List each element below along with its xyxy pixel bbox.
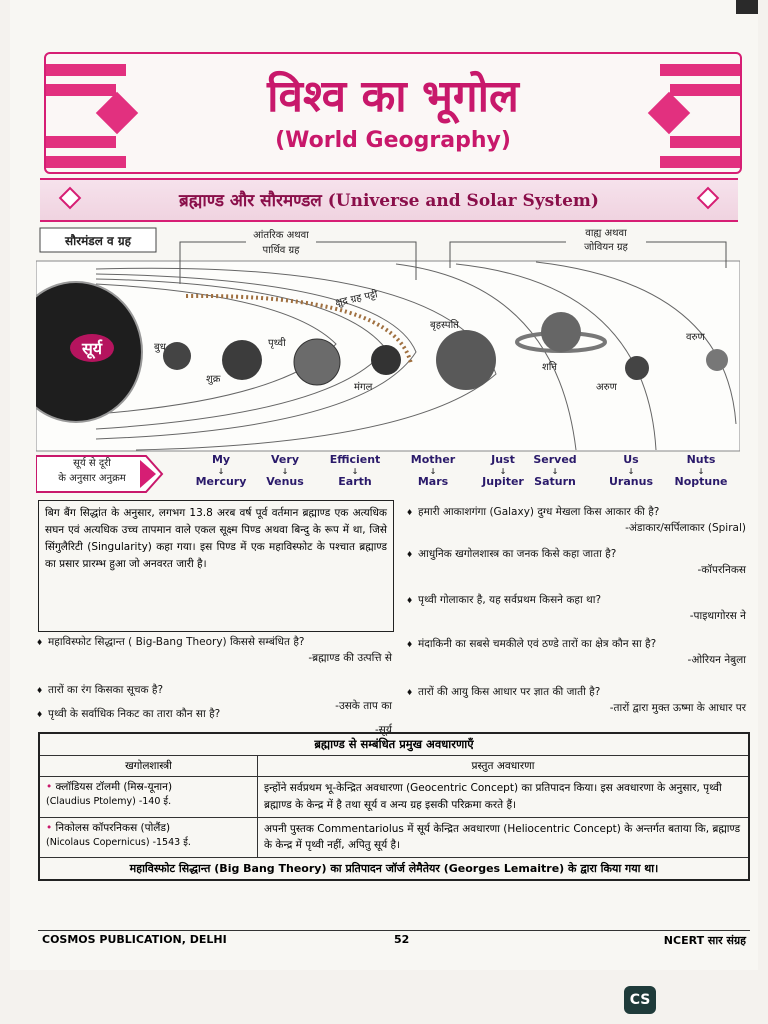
page-edge-shadow bbox=[736, 0, 758, 14]
astronomer-latin: (Nicolaus Copernicus) -1543 ई. bbox=[46, 836, 191, 848]
planet-label: बुध bbox=[154, 342, 166, 353]
mnemonic-label bbox=[40, 456, 144, 486]
mnemonic-item bbox=[596, 454, 666, 488]
mnemonic-planet: Noptune bbox=[674, 474, 728, 488]
down-arrow-icon: ↓ bbox=[627, 466, 635, 476]
mnemonic-planet: Saturn bbox=[534, 474, 576, 488]
section-title: ब्रह्माण्ड और सौरमण्डल (Universe and Solar System) bbox=[179, 191, 599, 211]
sun-label: सूर्य bbox=[81, 339, 103, 358]
planet-neptune bbox=[706, 349, 728, 371]
answer: -कॉपरनिकस bbox=[697, 564, 746, 577]
mnemonic-word: Nuts bbox=[686, 453, 716, 466]
bullet-icon: ♦ bbox=[36, 710, 44, 719]
banner-stripe bbox=[46, 156, 126, 168]
outer-group-label: वाह्य अथवा bbox=[585, 228, 627, 239]
planet-label: वरुण bbox=[686, 332, 705, 343]
question: आधुनिक खगोलशास्त्र का जनक किसे कहा जाता है? bbox=[418, 548, 617, 560]
planet-venus bbox=[222, 340, 262, 380]
page-title: विश्व का भूगोल bbox=[267, 71, 519, 122]
table-cell: • निकोलस कॉपरनिकस (पोलैंड) (Nicolaus Copernicus) -1543 ई. bbox=[39, 817, 258, 858]
mnemonic-item bbox=[398, 454, 468, 488]
down-arrow-icon: ↓ bbox=[217, 466, 225, 476]
mnemonic-item bbox=[250, 454, 320, 488]
mnemonic-word: Us bbox=[623, 453, 639, 466]
table-title: ब्रह्माण्ड से सम्बंधित प्रमुख अवधारणाएँ bbox=[39, 733, 749, 756]
answer: -सूर्य bbox=[375, 724, 392, 737]
down-arrow-icon: ↓ bbox=[499, 466, 507, 476]
down-arrow-icon: ↓ bbox=[429, 466, 437, 476]
bullet-icon: ♦ bbox=[406, 550, 414, 559]
planet-label: अरुण bbox=[596, 382, 617, 393]
planet-saturn bbox=[541, 312, 581, 352]
page-number: 52 bbox=[394, 933, 410, 946]
mnemonic-word: My bbox=[211, 453, 231, 466]
page-footer bbox=[38, 930, 750, 949]
mnemonic-planet: Mercury bbox=[195, 474, 247, 488]
answer: -उसके ताप का bbox=[335, 700, 392, 713]
mnemonic-word: Mother bbox=[410, 453, 456, 466]
table-footer-note: महाविस्फोट सिद्धान्त (Big Bang Theory) का प्रतिपादन जॉर्ज लेमैतेयर (Georges Lemaitre) के द्वारा किया गया था। bbox=[39, 858, 749, 881]
planet-uranus bbox=[625, 356, 649, 380]
answer: -तारों द्वारा मुक्त ऊष्मा के आधार पर bbox=[609, 702, 746, 715]
series-name: NCERT सार संग्रह bbox=[663, 934, 746, 947]
question: महाविस्फोट सिद्धान्त ( Big-Bang Theory) किससे सम्बंधित है? bbox=[48, 636, 305, 648]
question: मंदाकिनी का सबसे चमकीले एवं ठण्डे तारों का क्षेत्र कौन सा है? bbox=[418, 638, 657, 650]
qa-item bbox=[406, 684, 746, 717]
mnemonic-label-line: सूर्य से दूरी bbox=[73, 458, 111, 469]
mnemonic-planet: Jupiter bbox=[482, 474, 524, 488]
mnemonic-label-line: के अनुसार अनुक्रम bbox=[58, 473, 126, 484]
table-cell: इन्होंने सर्वप्रथम भू-केन्द्रित अवधारणा (Geocentric Concept) का प्रतिपादन किया। इस अवधारणा के अनुसार, पृथ्वी ब्रह्माण्ड के केन्द्र में है तथा सूर्य व अन्य ग्रह इसकी परिक्रमा करते हैं। bbox=[258, 777, 750, 818]
planet-jupiter bbox=[436, 330, 496, 390]
question: पृथ्वी के सर्वाधिक निकट का तारा कौन सा है? bbox=[48, 708, 221, 720]
title-banner bbox=[44, 52, 742, 174]
planet-earth bbox=[294, 339, 340, 385]
table-header: प्रस्तुत अवधारणा bbox=[258, 756, 750, 777]
qa-item bbox=[406, 636, 746, 669]
mnemonic-item bbox=[520, 454, 590, 488]
planet-label: पृथ्वी bbox=[268, 338, 286, 349]
question: पृथ्वी गोलाकार है, यह सर्वप्रथम किसने कहा था? bbox=[418, 594, 602, 606]
inner-group-label: पार्थिव ग्रह bbox=[262, 245, 300, 256]
inner-group-label: आंतरिक अथवा bbox=[253, 230, 309, 241]
question: हमारी आकाशगंगा (Galaxy) दुग्ध मेखला किस आकार की है? bbox=[418, 506, 660, 518]
bullet-icon: ♦ bbox=[406, 688, 414, 697]
down-arrow-icon: ↓ bbox=[697, 466, 705, 476]
question: तारों की आयु किस आधार पर ज्ञात की जाती है? bbox=[418, 686, 601, 698]
qa-item bbox=[406, 546, 746, 579]
bullet-icon: ♦ bbox=[36, 638, 44, 647]
answer: -ब्रह्माण्ड की उत्पत्ति से bbox=[308, 652, 392, 665]
mnemonic-item bbox=[320, 454, 390, 488]
asteroid-belt-label: क्षुद्र ग्रह पट्टी bbox=[334, 289, 379, 309]
planet-label: शुक्र bbox=[206, 374, 221, 385]
mnemonic-word: Very bbox=[271, 453, 299, 466]
solar-system-diagram bbox=[36, 224, 740, 452]
mnemonic-word: Served bbox=[533, 453, 577, 466]
down-arrow-icon: ↓ bbox=[281, 466, 289, 476]
answer: -ओरियन नेबुला bbox=[687, 654, 746, 667]
bullet-icon: ♦ bbox=[36, 686, 44, 695]
planet-label: शनि bbox=[542, 362, 557, 373]
table-row bbox=[39, 817, 749, 858]
mnemonic-row bbox=[36, 450, 740, 498]
big-bang-paragraph: बिग बैंग सिद्धांत के अनुसार, लगभग 13.8 अरब वर्ष पूर्व वर्तमान ब्रह्माण्ड एक अत्यधिक सघन एवं अत्यधिक उच्च तापमान वाले एकल सूक्ष्म पिण्ड अथवा बिन्दु के रूप में था, जिसे सिंगुलैरिटी (Singularity) कहा गया। इस पिण्ड में एक महाविस्फोट के पश्चात ब्रह्माण्ड का प्रसार प्रारम्भ हुआ जो अनवरत जारी है। bbox=[38, 500, 394, 632]
camscanner-logo: CS bbox=[624, 986, 656, 1014]
diagram-box-label: सौरमंडल व ग्रह bbox=[64, 234, 132, 248]
planet-mercury bbox=[163, 342, 191, 370]
qa-item bbox=[406, 592, 746, 625]
mnemonic-planet: Uranus bbox=[609, 474, 653, 488]
question: तारों का रंग किसका सूचक है? bbox=[48, 684, 164, 696]
table-cell: अपनी पुस्तक Commentariolus में सूर्य केन्द्रित अवधारणा (Heliocentric Concept) के अन्तर्गत बताया कि, ब्रह्माण्ड के केन्द्र में पृथ्वी नहीं, अपितु सूर्य है। bbox=[258, 817, 750, 858]
section-header bbox=[40, 178, 738, 222]
publisher: COSMOS PUBLICATION, DELHI bbox=[42, 933, 227, 946]
mnemonic-planet: Earth bbox=[338, 474, 372, 488]
astronomer-name: क्लॉडियस टॉलमी (मिस्र-यूनान) bbox=[55, 781, 173, 793]
astronomer-name: निकोलस कॉपरनिकस (पोलैंड) bbox=[55, 821, 171, 834]
qa-item bbox=[406, 504, 746, 537]
outer-group-label: जोवियन ग्रह bbox=[584, 242, 628, 253]
concepts-table bbox=[38, 732, 750, 881]
astronomer-latin: (Claudius Ptolemy) -140 ई. bbox=[46, 796, 172, 807]
mnemonic-item bbox=[666, 454, 736, 488]
mnemonic-planet: Venus bbox=[266, 474, 304, 488]
down-arrow-icon: ↓ bbox=[351, 466, 359, 476]
table-cell: • क्लॉडियस टॉलमी (मिस्र-यूनान) (Claudius Ptolemy) -140 ई. bbox=[39, 777, 258, 818]
planet-label: मंगल bbox=[354, 382, 373, 393]
planet-label: बृहस्पति bbox=[430, 320, 459, 331]
mnemonic-word: Efficient bbox=[329, 453, 381, 466]
answer: -पाइथागोरस ने bbox=[689, 610, 746, 623]
mnemonic-word: Just bbox=[491, 453, 515, 466]
bullet-icon: ♦ bbox=[406, 508, 414, 517]
bullet-icon: ♦ bbox=[406, 596, 414, 605]
answer: -अंडाकार/सर्पिलाकार (Spiral) bbox=[625, 522, 746, 535]
down-arrow-icon: ↓ bbox=[551, 466, 559, 476]
table-row bbox=[39, 777, 749, 818]
table-header: खगोलशास्त्री bbox=[39, 756, 258, 777]
planet-mars bbox=[371, 345, 401, 375]
mnemonic-item bbox=[186, 454, 256, 488]
bullet-icon: ♦ bbox=[406, 640, 414, 649]
qa-item bbox=[36, 634, 392, 667]
mnemonic-planet: Mars bbox=[417, 474, 449, 488]
page-subtitle: (World Geography) bbox=[275, 128, 511, 153]
banner-stripe bbox=[660, 156, 740, 168]
